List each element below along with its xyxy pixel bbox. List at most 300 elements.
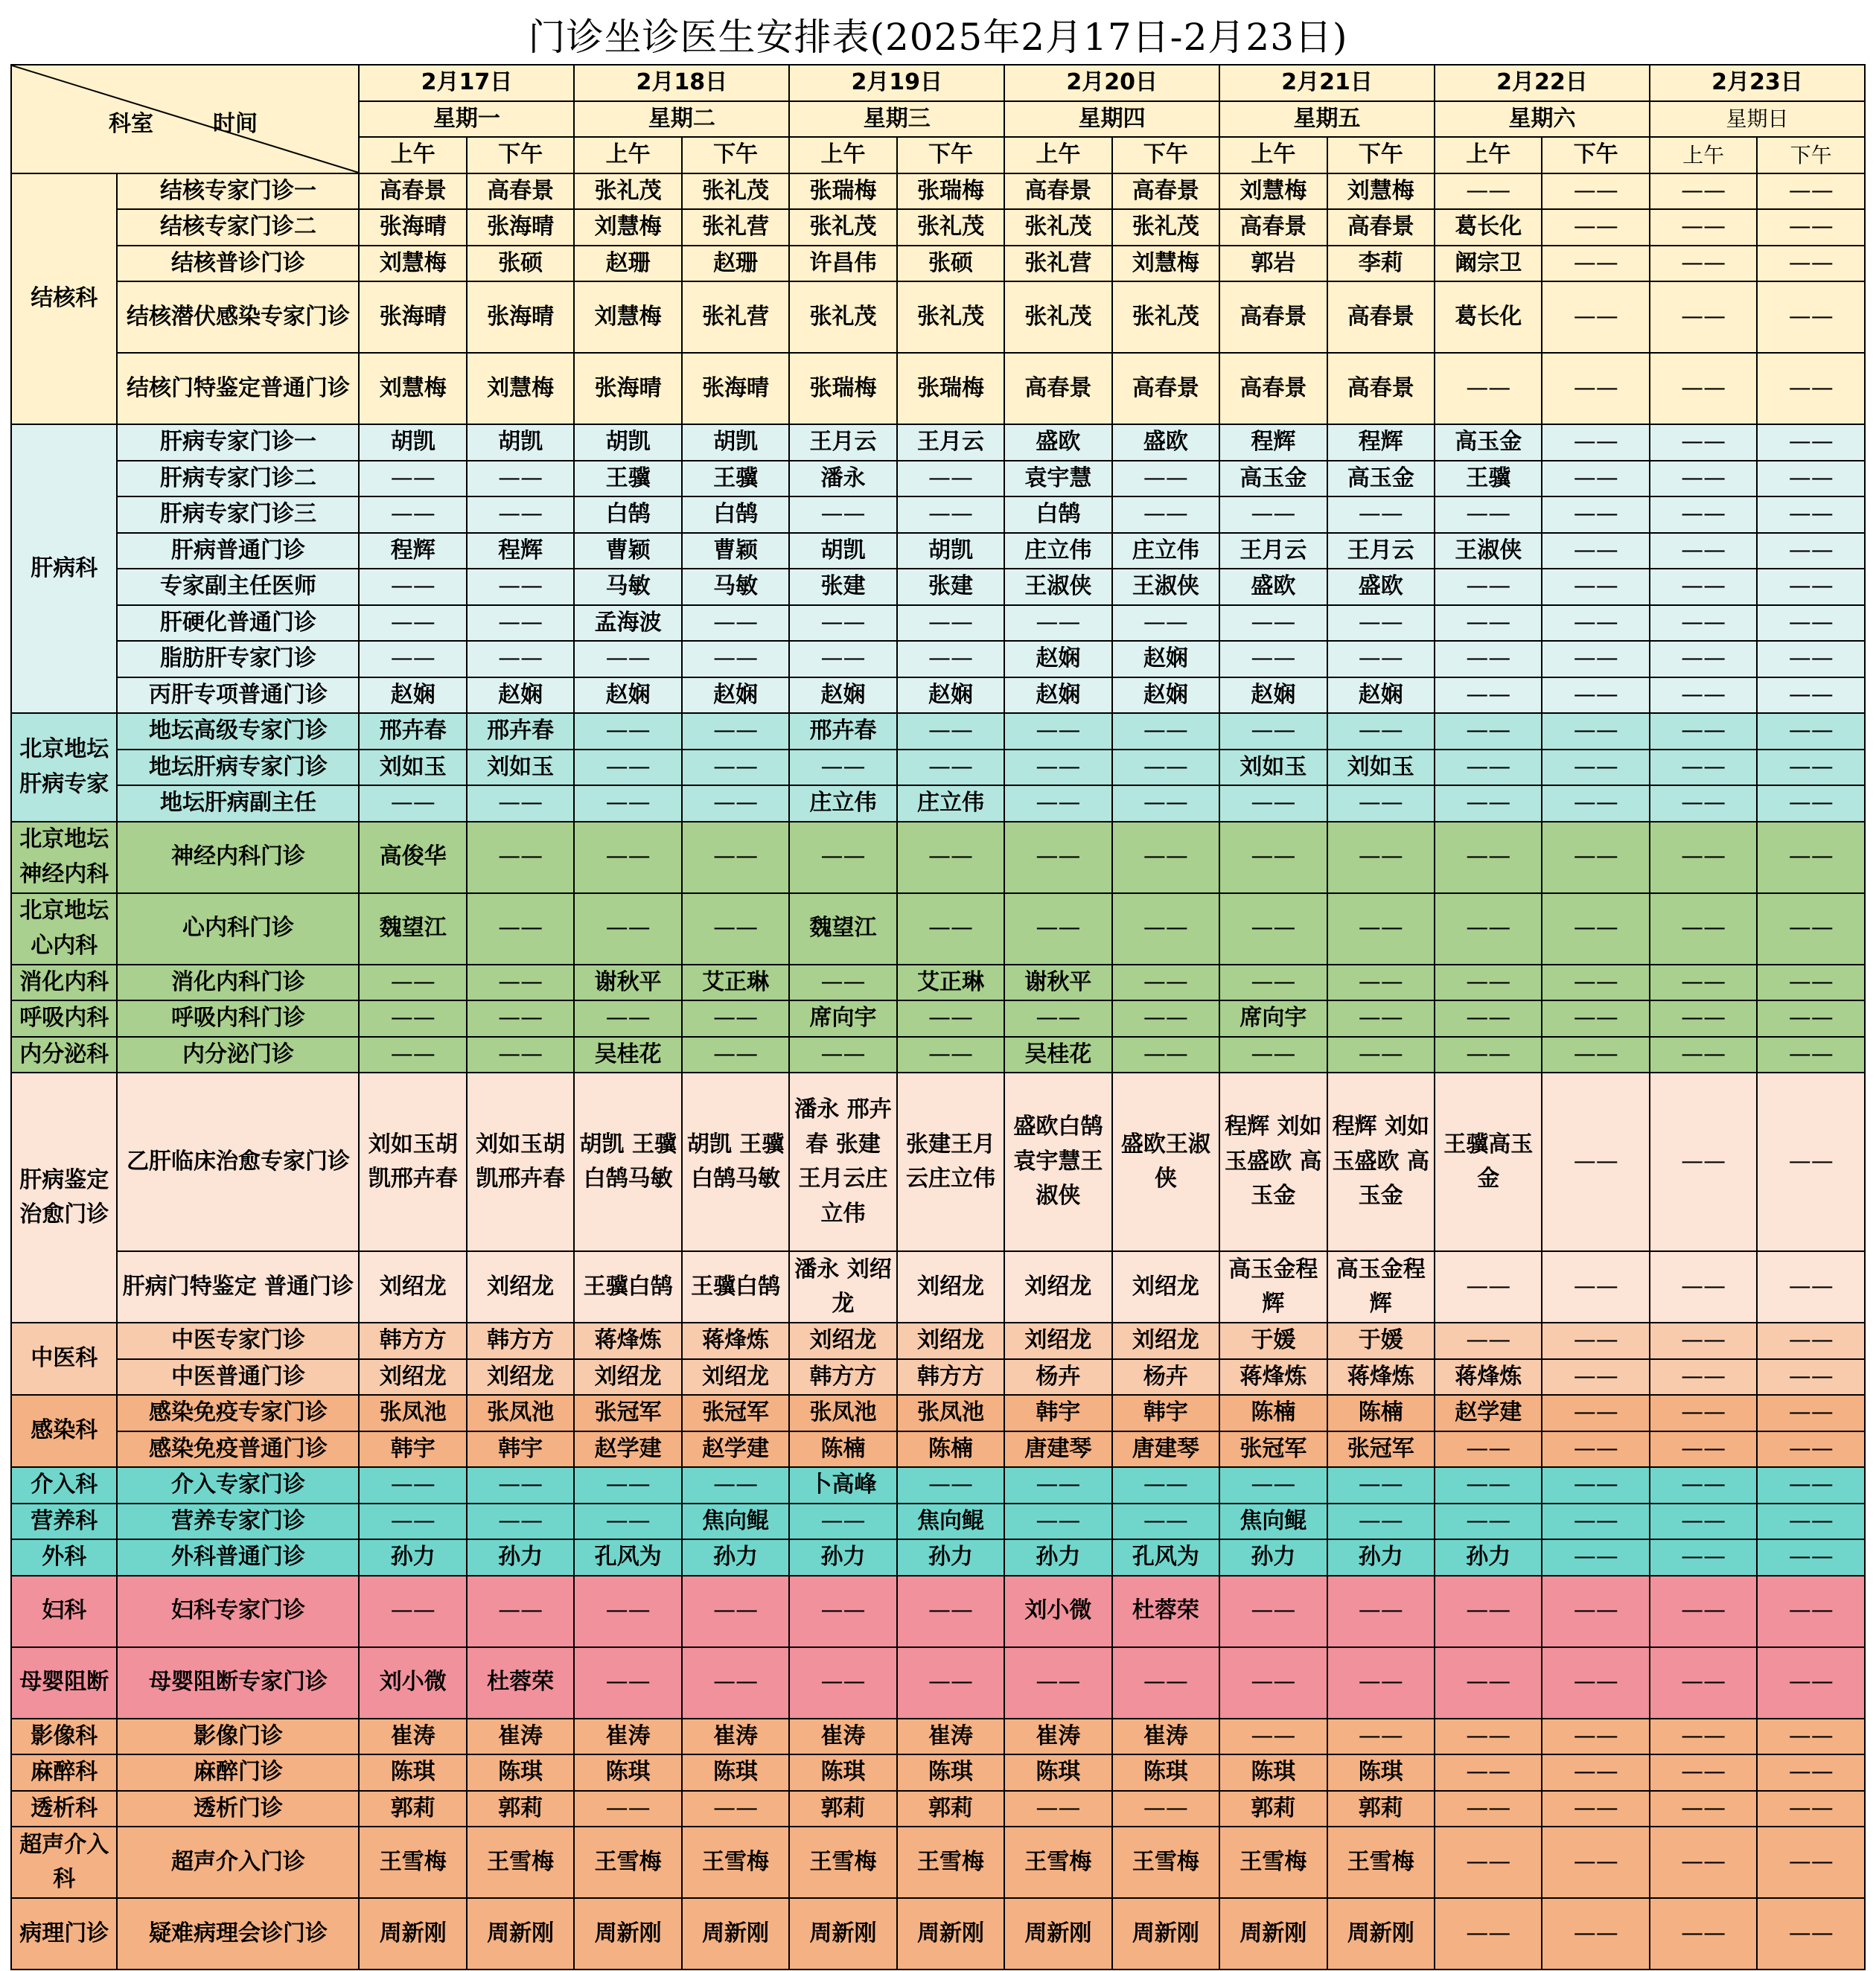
- doctor-cell: 马敏: [682, 569, 789, 605]
- doctor-cell: 魏望江: [359, 893, 466, 965]
- clinic-name-cell: 专家副主任医师: [117, 569, 359, 605]
- department-cell: 内分泌科: [11, 1037, 117, 1073]
- doctor-cell: 陈琪: [359, 1754, 466, 1791]
- doctor-cell: 袁宇慧: [1004, 461, 1111, 497]
- doctor-cell: ——: [1650, 750, 1757, 786]
- doctor-cell: ——: [467, 496, 574, 533]
- doctor-cell: ——: [1112, 1647, 1219, 1719]
- doctor-cell: ——: [1219, 893, 1327, 965]
- doctor-cell: ——: [1327, 641, 1435, 677]
- doctor-cell: 孙力: [1327, 1539, 1435, 1576]
- doctor-cell: ——: [1112, 822, 1219, 893]
- doctor-cell: 张冠军: [682, 1395, 789, 1431]
- doctor-cell: 崔涛: [467, 1719, 574, 1755]
- doctor-cell: ——: [1435, 785, 1542, 822]
- doctor-cell: ——: [1435, 713, 1542, 750]
- doctor-cell: 韩方方: [467, 1323, 574, 1359]
- table-row: [11, 1827, 1865, 1898]
- doctor-cell: 张建: [897, 569, 1004, 605]
- doctor-cell: ——: [1327, 785, 1435, 822]
- doctor-cell: 赵娴: [1004, 677, 1111, 714]
- doctor-cell: 刘小微: [359, 1647, 466, 1719]
- doctor-cell: 庄立伟: [897, 785, 1004, 822]
- doctor-cell: ——: [1542, 1431, 1649, 1468]
- corner-diagonal: [12, 66, 359, 173]
- doctor-cell: 张瑞梅: [897, 353, 1004, 424]
- department-cell: 北京地坛肝病专家: [11, 713, 117, 822]
- doctor-cell: ——: [1757, 1647, 1865, 1719]
- doctor-cell: ——: [897, 1576, 1004, 1647]
- doctor-cell: 王雪梅: [574, 1827, 681, 1898]
- doctor-cell: 于媛: [1327, 1323, 1435, 1359]
- doctor-cell: ——: [1219, 1576, 1327, 1647]
- doctor-cell: 潘永 刘绍龙: [789, 1251, 896, 1323]
- doctor-cell: 刘小微: [1004, 1576, 1111, 1647]
- table-row: [11, 1576, 1865, 1647]
- doctor-cell: 王骥: [682, 461, 789, 497]
- doctor-cell: 王雪梅: [682, 1827, 789, 1898]
- doctor-cell: 韩宇: [359, 1431, 466, 1468]
- weekday-cell: 星期日: [1650, 101, 1865, 138]
- department-cell: 麻醉科: [11, 1754, 117, 1791]
- doctor-cell: 高春景: [1219, 209, 1327, 246]
- doctor-cell: ——: [1542, 1395, 1649, 1431]
- doctor-cell: 高春景: [1112, 353, 1219, 424]
- doctor-cell: ——: [1650, 353, 1757, 424]
- doctor-cell: 高玉金程辉: [1327, 1251, 1435, 1323]
- doctor-cell: 周新刚: [359, 1898, 466, 1970]
- department-cell: 肝病科: [11, 424, 117, 713]
- doctor-cell: ——: [1650, 1000, 1757, 1037]
- doctor-cell: ——: [1757, 1754, 1865, 1791]
- doctor-cell: ——: [682, 1467, 789, 1504]
- doctor-cell: 周新刚: [1327, 1898, 1435, 1970]
- doctor-cell: ——: [1219, 1467, 1327, 1504]
- doctor-cell: ——: [1757, 209, 1865, 246]
- clinic-name-cell: 呼吸内科门诊: [117, 1000, 359, 1037]
- department-cell: 消化内科: [11, 965, 117, 1001]
- doctor-cell: 陈琪: [789, 1754, 896, 1791]
- doctor-cell: 张礼茂: [897, 209, 1004, 246]
- doctor-cell: ——: [1757, 1467, 1865, 1504]
- doctor-cell: ——: [1435, 822, 1542, 893]
- doctor-cell: 王淑侠: [1112, 569, 1219, 605]
- table-row: [11, 281, 1865, 353]
- doctor-cell: ——: [682, 605, 789, 642]
- doctor-cell: ——: [1542, 1037, 1649, 1073]
- doctor-cell: 刘绍龙: [1004, 1251, 1111, 1323]
- doctor-cell: ——: [1112, 893, 1219, 965]
- doctor-cell: 崔涛: [574, 1719, 681, 1755]
- doctor-cell: ——: [1435, 750, 1542, 786]
- doctor-cell: 张冠军: [1327, 1431, 1435, 1468]
- clinic-name-cell: 内分泌门诊: [117, 1037, 359, 1073]
- doctor-cell: ——: [1435, 1037, 1542, 1073]
- doctor-cell: 刘绍龙: [1004, 1323, 1111, 1359]
- doctor-cell: 高玉金程辉: [1219, 1251, 1327, 1323]
- doctor-cell: ——: [1650, 1504, 1757, 1540]
- table-row: [11, 1504, 1865, 1540]
- doctor-cell: ——: [574, 1000, 681, 1037]
- department-cell: 透析科: [11, 1791, 117, 1827]
- doctor-cell: ——: [359, 1467, 466, 1504]
- doctor-cell: 焦向鲲: [897, 1504, 1004, 1540]
- clinic-name-cell: 感染免疫专家门诊: [117, 1395, 359, 1431]
- doctor-cell: ——: [574, 893, 681, 965]
- doctor-cell: ——: [467, 965, 574, 1001]
- doctor-cell: ——: [1004, 893, 1111, 965]
- doctor-cell: ——: [1435, 965, 1542, 1001]
- am-header: 上午: [1650, 137, 1757, 173]
- doctor-cell: 崔涛: [789, 1719, 896, 1755]
- doctor-cell: ——: [1650, 1359, 1757, 1396]
- doctor-cell: ——: [897, 1647, 1004, 1719]
- clinic-name-cell: 母婴阻断专家门诊: [117, 1647, 359, 1719]
- doctor-cell: ——: [1542, 965, 1649, 1001]
- doctor-cell: ——: [1112, 1000, 1219, 1037]
- doctor-cell: 孙力: [359, 1539, 466, 1576]
- doctor-cell: 崔涛: [682, 1719, 789, 1755]
- date-cell: 2月18日: [574, 65, 789, 101]
- doctor-cell: 韩宇: [1004, 1395, 1111, 1431]
- doctor-cell: ——: [467, 1504, 574, 1540]
- doctor-cell: 张瑞梅: [897, 173, 1004, 210]
- doctor-cell: 王月云: [897, 424, 1004, 461]
- doctor-cell: ——: [789, 1576, 896, 1647]
- doctor-cell: ——: [789, 750, 896, 786]
- doctor-cell: 曹颖: [574, 533, 681, 569]
- doctor-cell: ——: [1112, 496, 1219, 533]
- doctor-cell: 刘如玉: [1327, 750, 1435, 786]
- doctor-cell: ——: [1757, 677, 1865, 714]
- doctor-cell: ——: [1327, 893, 1435, 965]
- doctor-cell: ——: [1542, 533, 1649, 569]
- doctor-cell: ——: [682, 822, 789, 893]
- doctor-cell: ——: [467, 822, 574, 893]
- doctor-cell: ——: [789, 641, 896, 677]
- doctor-cell: ——: [1435, 1576, 1542, 1647]
- doctor-cell: ——: [1650, 965, 1757, 1001]
- doctor-cell: 崔涛: [1004, 1719, 1111, 1755]
- doctor-cell: ——: [1542, 822, 1649, 893]
- doctor-cell: 陈楠: [1219, 1395, 1327, 1431]
- doctor-cell: ——: [1004, 1467, 1111, 1504]
- department-cell: 外科: [11, 1539, 117, 1576]
- doctor-cell: 盛欧王淑侠: [1112, 1073, 1219, 1251]
- doctor-cell: 陈楠: [1327, 1395, 1435, 1431]
- doctor-cell: ——: [1757, 1323, 1865, 1359]
- weekday-cell: 星期一: [359, 101, 574, 138]
- doctor-cell: 张礼茂: [1004, 209, 1111, 246]
- doctor-cell: 高俊华: [359, 822, 466, 893]
- doctor-cell: 孙力: [682, 1539, 789, 1576]
- doctor-cell: ——: [1542, 713, 1649, 750]
- department-cell: 影像科: [11, 1719, 117, 1755]
- doctor-cell: 陈楠: [789, 1431, 896, 1468]
- doctor-cell: 赵学建: [682, 1431, 789, 1468]
- doctor-cell: 周新刚: [897, 1898, 1004, 1970]
- doctor-cell: 蒋烽炼: [682, 1323, 789, 1359]
- doctor-cell: ——: [1650, 1323, 1757, 1359]
- doctor-cell: ——: [1435, 1754, 1542, 1791]
- doctor-cell: ——: [1542, 246, 1649, 282]
- doctor-cell: ——: [1327, 822, 1435, 893]
- doctor-cell: ——: [1542, 605, 1649, 642]
- doctor-cell: 孙力: [1219, 1539, 1327, 1576]
- doctor-cell: ——: [1435, 1791, 1542, 1827]
- doctor-cell: 王淑侠: [1004, 569, 1111, 605]
- doctor-cell: ——: [359, 605, 466, 642]
- doctor-cell: ——: [1542, 1073, 1649, 1251]
- doctor-cell: ——: [1757, 713, 1865, 750]
- doctor-cell: ——: [1004, 750, 1111, 786]
- doctor-cell: 陈琪: [1219, 1754, 1327, 1791]
- doctor-cell: 焦向鲲: [682, 1504, 789, 1540]
- doctor-cell: 王骥: [574, 461, 681, 497]
- table-row: [11, 1323, 1865, 1359]
- doctor-cell: ——: [1219, 785, 1327, 822]
- doctor-cell: 张礼茂: [897, 281, 1004, 353]
- table-row: [11, 713, 1865, 750]
- doctor-cell: ——: [682, 750, 789, 786]
- date-cell: 2月19日: [789, 65, 1004, 101]
- doctor-cell: ——: [1435, 1251, 1542, 1323]
- doctor-cell: 程辉: [1219, 424, 1327, 461]
- doctor-cell: 张礼茂: [682, 173, 789, 210]
- doctor-cell: 刘如玉: [359, 750, 466, 786]
- doctor-cell: ——: [1327, 965, 1435, 1001]
- doctor-cell: 崔涛: [897, 1719, 1004, 1755]
- clinic-name-cell: 麻醉门诊: [117, 1754, 359, 1791]
- doctor-cell: ——: [1327, 1467, 1435, 1504]
- doctor-cell: 赵娴: [574, 677, 681, 714]
- clinic-name-cell: 肝硬化普通门诊: [117, 605, 359, 642]
- doctor-cell: ——: [1757, 893, 1865, 965]
- doctor-cell: ——: [1757, 424, 1865, 461]
- doctor-cell: 张凤池: [467, 1395, 574, 1431]
- doctor-cell: ——: [1650, 1791, 1757, 1827]
- clinic-name-cell: 透析门诊: [117, 1791, 359, 1827]
- doctor-cell: ——: [1112, 1467, 1219, 1504]
- doctor-cell: ——: [1112, 965, 1219, 1001]
- doctor-cell: ——: [574, 1576, 681, 1647]
- am-header: 上午: [359, 137, 466, 173]
- doctor-cell: ——: [897, 822, 1004, 893]
- doctor-cell: 邢卉春: [789, 713, 896, 750]
- doctor-cell: ——: [789, 605, 896, 642]
- clinic-name-cell: 地坛肝病专家门诊: [117, 750, 359, 786]
- doctor-cell: 张建王月云庄立伟: [897, 1073, 1004, 1251]
- doctor-cell: ——: [574, 750, 681, 786]
- doctor-cell: 潘永 邢卉春 张建 王月云庄立伟: [789, 1073, 896, 1251]
- doctor-cell: ——: [574, 785, 681, 822]
- doctor-cell: 刘绍龙: [574, 1359, 681, 1396]
- doctor-cell: 孟海波: [574, 605, 681, 642]
- doctor-cell: ——: [467, 1000, 574, 1037]
- doctor-cell: ——: [1650, 209, 1757, 246]
- doctor-cell: 刘绍龙: [897, 1323, 1004, 1359]
- doctor-cell: 张礼营: [682, 281, 789, 353]
- doctor-cell: 张海晴: [359, 281, 466, 353]
- doctor-cell: ——: [1219, 641, 1327, 677]
- doctor-cell: ——: [1650, 822, 1757, 893]
- doctor-cell: 刘慧梅: [1327, 173, 1435, 210]
- doctor-cell: ——: [1757, 533, 1865, 569]
- doctor-cell: ——: [682, 1000, 789, 1037]
- doctor-cell: 白鹄: [574, 496, 681, 533]
- clinic-name-cell: 结核潜伏感染专家门诊: [117, 281, 359, 353]
- doctor-cell: 陈琪: [467, 1754, 574, 1791]
- doctor-cell: 张冠军: [574, 1395, 681, 1431]
- doctor-cell: 王雪梅: [897, 1827, 1004, 1898]
- clinic-name-cell: 肝病专家门诊二: [117, 461, 359, 497]
- doctor-cell: ——: [1004, 1504, 1111, 1540]
- doctor-cell: ——: [1542, 569, 1649, 605]
- doctor-cell: 高玉金: [1327, 461, 1435, 497]
- doctor-cell: 郭莉: [359, 1791, 466, 1827]
- doctor-cell: 刘慧梅: [467, 353, 574, 424]
- doctor-cell: ——: [1542, 1359, 1649, 1396]
- doctor-cell: ——: [359, 1504, 466, 1540]
- doctor-cell: 程辉 刘如玉盛欧 高玉金: [1219, 1073, 1327, 1251]
- doctor-cell: 高春景: [1219, 281, 1327, 353]
- doctor-cell: 葛长化: [1435, 281, 1542, 353]
- doctor-cell: ——: [682, 1647, 789, 1719]
- table-row: [11, 750, 1865, 786]
- clinic-name-cell: 地坛肝病副主任: [117, 785, 359, 822]
- table-row: [11, 1719, 1865, 1755]
- doctor-cell: ——: [467, 893, 574, 965]
- doctor-cell: ——: [1542, 750, 1649, 786]
- table-row: [11, 1791, 1865, 1827]
- table-row: [11, 1539, 1865, 1576]
- doctor-cell: ——: [1219, 713, 1327, 750]
- doctor-cell: 曹颖: [682, 533, 789, 569]
- doctor-cell: 高春景: [1327, 353, 1435, 424]
- doctor-cell: 陈琪: [1004, 1754, 1111, 1791]
- doctor-cell: 郭莉: [897, 1791, 1004, 1827]
- doctor-cell: ——: [1112, 1791, 1219, 1827]
- doctor-cell: ——: [1542, 1323, 1649, 1359]
- doctor-cell: ——: [1542, 1504, 1649, 1540]
- department-cell: 超声介入科: [11, 1827, 117, 1898]
- table-row: [11, 1073, 1865, 1251]
- page-title: 门诊坐诊医生安排表(2025年2月17日-2月23日): [528, 16, 1348, 59]
- doctor-cell: 周新刚: [682, 1898, 789, 1970]
- doctor-cell: 蒋烽炼: [1219, 1359, 1327, 1396]
- doctor-cell: ——: [1435, 677, 1542, 714]
- table-row: [11, 1431, 1865, 1468]
- doctor-cell: 赵娴: [1004, 641, 1111, 677]
- doctor-cell: 韩方方: [789, 1359, 896, 1396]
- doctor-cell: 高春景: [1327, 209, 1435, 246]
- doctor-cell: 郭莉: [1219, 1791, 1327, 1827]
- doctor-cell: 王骥白鹄: [682, 1251, 789, 1323]
- doctor-cell: 周新刚: [789, 1898, 896, 1970]
- doctor-cell: ——: [1004, 1647, 1111, 1719]
- clinic-name-cell: 心内科门诊: [117, 893, 359, 965]
- doctor-cell: 席向宇: [1219, 1000, 1327, 1037]
- doctor-cell: 赵娴: [467, 677, 574, 714]
- table-row: [11, 533, 1865, 569]
- doctor-cell: 周新刚: [1219, 1898, 1327, 1970]
- clinic-name-cell: 营养专家门诊: [117, 1504, 359, 1540]
- doctor-cell: 赵珊: [574, 246, 681, 282]
- doctor-cell: ——: [1757, 1251, 1865, 1323]
- doctor-cell: 程辉 刘如玉盛欧 高玉金: [1327, 1073, 1435, 1251]
- department-cell: 呼吸内科: [11, 1000, 117, 1037]
- doctor-cell: 蒋烽炼: [1327, 1359, 1435, 1396]
- doctor-cell: ——: [574, 1791, 681, 1827]
- doctor-cell: ——: [1650, 1467, 1757, 1504]
- doctor-cell: ——: [1004, 1000, 1111, 1037]
- clinic-name-cell: 肝病门特鉴定 普通门诊: [117, 1251, 359, 1323]
- doctor-cell: ——: [1757, 605, 1865, 642]
- doctor-cell: ——: [1757, 965, 1865, 1001]
- doctor-cell: 庄立伟: [1112, 533, 1219, 569]
- doctor-cell: ——: [1219, 1647, 1327, 1719]
- doctor-cell: ——: [1650, 246, 1757, 282]
- doctor-cell: ——: [1435, 1898, 1542, 1970]
- doctor-cell: 陈琪: [682, 1754, 789, 1791]
- doctor-cell: ——: [1219, 1037, 1327, 1073]
- doctor-cell: ——: [1757, 461, 1865, 497]
- doctor-cell: 王骥: [1435, 461, 1542, 497]
- doctor-cell: 刘绍龙: [359, 1251, 466, 1323]
- doctor-cell: 张海晴: [574, 353, 681, 424]
- clinic-name-cell: 消化内科门诊: [117, 965, 359, 1001]
- doctor-cell: ——: [1435, 496, 1542, 533]
- doctor-cell: ——: [682, 893, 789, 965]
- doctor-cell: ——: [1004, 605, 1111, 642]
- doctor-cell: ——: [682, 1791, 789, 1827]
- doctor-cell: ——: [1650, 173, 1757, 210]
- doctor-cell: 赵娴: [1219, 677, 1327, 714]
- doctor-cell: 焦向鲲: [1219, 1504, 1327, 1540]
- doctor-cell: ——: [574, 822, 681, 893]
- doctor-cell: ——: [897, 461, 1004, 497]
- doctor-cell: 张凤池: [897, 1395, 1004, 1431]
- am-header: 上午: [1219, 137, 1327, 173]
- doctor-cell: 胡凯: [682, 424, 789, 461]
- doctor-cell: ——: [1435, 353, 1542, 424]
- doctor-cell: 刘绍龙: [682, 1359, 789, 1396]
- doctor-cell: ——: [1757, 569, 1865, 605]
- doctor-cell: ——: [1650, 893, 1757, 965]
- doctor-cell: 蒋烽炼: [1435, 1359, 1542, 1396]
- doctor-cell: 韩方方: [359, 1323, 466, 1359]
- date-row: [11, 65, 1865, 101]
- doctor-cell: ——: [1435, 1431, 1542, 1468]
- doctor-cell: 张凤池: [789, 1395, 896, 1431]
- doctor-cell: 王雪梅: [467, 1827, 574, 1898]
- doctor-cell: 王月云: [789, 424, 896, 461]
- doctor-cell: ——: [1757, 1395, 1865, 1431]
- doctor-cell: ——: [359, 496, 466, 533]
- clinic-name-cell: 肝病普通门诊: [117, 533, 359, 569]
- doctor-cell: ——: [789, 496, 896, 533]
- doctor-cell: ——: [1650, 424, 1757, 461]
- doctor-cell: 刘慧梅: [359, 246, 466, 282]
- clinic-name-cell: 脂肪肝专家门诊: [117, 641, 359, 677]
- am-header: 上午: [1435, 137, 1542, 173]
- doctor-cell: ——: [467, 1576, 574, 1647]
- weekday-cell: 星期三: [789, 101, 1004, 138]
- doctor-cell: 赵娴: [1112, 641, 1219, 677]
- doctor-cell: 盛欧: [1112, 424, 1219, 461]
- doctor-cell: ——: [1542, 893, 1649, 965]
- doctor-cell: ——: [1435, 1647, 1542, 1719]
